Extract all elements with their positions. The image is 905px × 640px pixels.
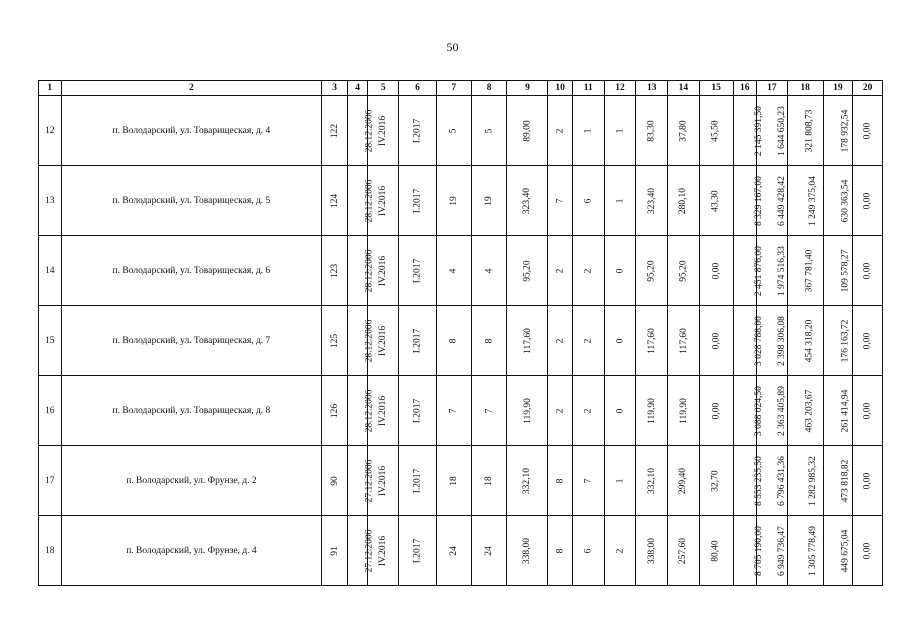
cell-value: 8	[448, 338, 459, 343]
cell-col-2: п. Володарский, ул. Товарищеская, д. 4	[61, 96, 322, 166]
cell-col-18	[787, 306, 823, 376]
cell-col-13	[636, 446, 668, 516]
cell-value: 8	[555, 478, 566, 483]
cell-value: 45,50	[711, 119, 722, 142]
cell-value: 43,30	[711, 189, 722, 212]
column-header-2: 2	[61, 81, 322, 96]
column-header-15: 15	[699, 81, 733, 96]
cell-col-12	[604, 376, 636, 446]
cell-value: 2	[614, 548, 625, 553]
cell-value: 7	[484, 408, 495, 413]
cell-col-6	[399, 96, 437, 166]
column-header-9: 9	[507, 81, 548, 96]
cell-col-13	[636, 306, 668, 376]
cell-col-14	[668, 446, 700, 516]
cell-col-14	[668, 376, 700, 446]
cell-col-8	[471, 376, 507, 446]
column-header-14: 14	[668, 81, 700, 96]
cell-value: 125	[329, 333, 340, 348]
cell-col-8	[471, 446, 507, 516]
cell-col-6	[399, 446, 437, 516]
column-header-12: 12	[604, 81, 636, 96]
cell-col-7	[436, 446, 471, 516]
cell-col-7	[436, 166, 471, 236]
cell-value: 178 932,54	[839, 109, 850, 152]
cell-value: 28.12.2006	[364, 109, 375, 152]
cell-col-9	[507, 166, 548, 236]
cell-col-12	[604, 96, 636, 166]
cell-col-7	[436, 96, 471, 166]
cell-col-13	[636, 376, 668, 446]
column-header-18: 18	[787, 81, 823, 96]
cell-value: 0,00	[711, 402, 722, 419]
cell-value: 2	[583, 268, 594, 273]
cell-col-8	[471, 96, 507, 166]
cell-value: 2	[555, 408, 566, 413]
cell-col-6	[399, 306, 437, 376]
cell-value: 1 249 375,04	[807, 175, 818, 226]
cell-col-1: 15	[39, 306, 62, 376]
cell-col-19	[823, 516, 853, 586]
cell-value: 37,80	[678, 119, 689, 142]
cell-col-10	[548, 236, 573, 306]
column-header-7: 7	[436, 81, 471, 96]
cell-col-19	[823, 236, 853, 306]
cell-value: 123	[329, 263, 340, 278]
cell-value: 27.12.2006	[364, 529, 375, 572]
cell-value: 18	[448, 475, 459, 486]
column-header-3: 3	[322, 81, 348, 96]
cell-col-3	[322, 236, 348, 306]
cell-col-2: п. Володарский, ул. Товарищеская, д. 7	[61, 306, 322, 376]
cell-value: 0	[614, 338, 625, 343]
cell-col-3	[322, 376, 348, 446]
cell-value: 2 363 405,89	[776, 385, 787, 436]
cell-col-6	[399, 516, 437, 586]
cell-value: 4	[448, 268, 459, 273]
cell-col-8	[471, 166, 507, 236]
cell-value: 0	[614, 408, 625, 413]
cell-col-1: 16	[39, 376, 62, 446]
cell-value: I.2017	[412, 188, 423, 213]
column-header-17: 17	[757, 81, 788, 96]
cell-col-1: 18	[39, 516, 62, 586]
cell-col-16	[733, 516, 764, 586]
cell-value: 1	[614, 128, 625, 133]
cell-value: 3 088 024,50	[753, 385, 764, 436]
cell-col-4	[347, 516, 375, 586]
cell-col-6	[399, 236, 437, 306]
cell-value: 2 451 876,00	[753, 245, 764, 296]
cell-col-4	[347, 236, 375, 306]
cell-col-10	[548, 376, 573, 446]
cell-value: 332,10	[646, 467, 657, 494]
cell-value: 95,20	[522, 259, 533, 282]
cell-col-11	[572, 166, 604, 236]
column-header-1: 1	[39, 81, 62, 96]
cell-col-1: 14	[39, 236, 62, 306]
cell-value: 24	[484, 545, 495, 556]
table-row	[39, 376, 883, 446]
cell-value: 28.12.2006	[364, 389, 375, 432]
cell-value: IV.2016	[378, 115, 389, 146]
cell-value: 367 781,40	[804, 249, 815, 292]
cell-value: 2	[555, 268, 566, 273]
cell-col-11	[572, 446, 604, 516]
cell-value: 0,00	[862, 262, 873, 279]
cell-col-2: п. Володарский, ул. Товарищеская, д. 8	[61, 376, 322, 446]
cell-col-4	[347, 446, 375, 516]
cell-col-19	[823, 376, 853, 446]
cell-col-10	[548, 446, 573, 516]
cell-value: 1 644 650,23	[776, 105, 787, 156]
cell-col-18	[787, 376, 823, 446]
cell-col-9	[507, 306, 548, 376]
cell-col-12	[604, 446, 636, 516]
column-header-20: 20	[853, 81, 883, 96]
cell-value: 89,00	[522, 119, 533, 142]
cell-value: IV.2016	[378, 535, 389, 566]
cell-col-7	[436, 236, 471, 306]
cell-value: 124	[329, 193, 340, 208]
cell-value: 2 145 391,50	[753, 105, 764, 156]
cell-value: 3 028 788,00	[753, 315, 764, 366]
table-row	[39, 236, 883, 306]
cell-col-14	[668, 306, 700, 376]
cell-value: 8 705 190,00	[753, 525, 764, 576]
cell-col-11	[572, 236, 604, 306]
cell-value: 2	[583, 408, 594, 413]
cell-value: I.2017	[412, 398, 423, 423]
cell-col-16	[733, 166, 764, 236]
cell-value: I.2017	[412, 538, 423, 563]
cell-value: 2	[555, 128, 566, 133]
cell-col-8	[471, 516, 507, 586]
cell-col-3	[322, 306, 348, 376]
cell-col-11	[572, 306, 604, 376]
cell-col-15	[699, 236, 733, 306]
cell-value: 6	[583, 548, 594, 553]
cell-col-20	[853, 236, 883, 306]
cell-value: 473 818,82	[839, 459, 850, 502]
cell-col-3	[322, 446, 348, 516]
cell-value: 7	[448, 408, 459, 413]
cell-value: 280,10	[678, 187, 689, 214]
cell-value: 1 305 778,49	[807, 525, 818, 576]
cell-value: 1	[614, 198, 625, 203]
cell-value: 4	[484, 268, 495, 273]
housing-register-table	[38, 80, 883, 586]
cell-col-11	[572, 96, 604, 166]
cell-value: I.2017	[412, 468, 423, 493]
cell-value: 0,00	[862, 402, 873, 419]
cell-value: 1 282 985,32	[807, 455, 818, 506]
cell-value: IV.2016	[378, 325, 389, 356]
cell-col-18	[787, 236, 823, 306]
cell-col-1: 17	[39, 446, 62, 516]
cell-col-15	[699, 166, 733, 236]
cell-col-14	[668, 236, 700, 306]
cell-value: 24	[448, 545, 459, 556]
cell-value: 117,60	[646, 327, 657, 354]
cell-value: 299,40	[678, 467, 689, 494]
cell-value: 83,30	[646, 119, 657, 142]
cell-col-11	[572, 376, 604, 446]
cell-value: I.2017	[412, 258, 423, 283]
cell-value: 0	[614, 268, 625, 273]
cell-col-20	[853, 516, 883, 586]
cell-col-16	[733, 376, 764, 446]
column-header-16: 16	[733, 81, 757, 96]
cell-col-15	[699, 376, 733, 446]
cell-value: IV.2016	[378, 465, 389, 496]
cell-col-16	[733, 236, 764, 306]
cell-value: 8	[555, 548, 566, 553]
cell-value: 2 398 306,08	[776, 315, 787, 366]
cell-value: 28.12.2006	[364, 319, 375, 362]
cell-col-13	[636, 96, 668, 166]
cell-value: 338,00	[646, 537, 657, 564]
cell-col-9	[507, 446, 548, 516]
cell-value: 6 949 736,47	[776, 525, 787, 576]
cell-value: IV.2016	[378, 395, 389, 426]
cell-value: 323,40	[646, 187, 657, 214]
cell-value: 261 414,94	[839, 389, 850, 432]
cell-value: 5	[448, 128, 459, 133]
cell-col-14	[668, 96, 700, 166]
column-header-4: 4	[347, 81, 367, 96]
cell-col-1: 12	[39, 96, 62, 166]
table-row	[39, 306, 883, 376]
table-row	[39, 96, 883, 166]
column-header-10: 10	[548, 81, 573, 96]
cell-value: 454 318,20	[804, 319, 815, 362]
cell-value: IV.2016	[378, 185, 389, 216]
table-row	[39, 446, 883, 516]
cell-value: 19	[448, 195, 459, 206]
cell-col-13	[636, 516, 668, 586]
cell-value: 80,40	[711, 539, 722, 562]
cell-col-15	[699, 446, 733, 516]
cell-col-16	[733, 96, 764, 166]
column-header-8: 8	[471, 81, 507, 96]
cell-col-4	[347, 96, 375, 166]
cell-col-8	[471, 236, 507, 306]
cell-col-9	[507, 376, 548, 446]
cell-value: 126	[329, 403, 340, 418]
cell-value: 109 578,27	[839, 249, 850, 292]
cell-col-12	[604, 236, 636, 306]
cell-value: 1 974 516,33	[776, 245, 787, 296]
table-row	[39, 166, 883, 236]
cell-col-10	[548, 96, 573, 166]
cell-value: 463 203,67	[804, 389, 815, 432]
cell-value: 19	[484, 195, 495, 206]
cell-value: 8 553 235,50	[753, 455, 764, 506]
cell-value: 0,00	[711, 332, 722, 349]
cell-col-15	[699, 516, 733, 586]
cell-value: 0,00	[862, 122, 873, 139]
cell-col-2: п. Володарский, ул. Товарищеская, д. 5	[61, 166, 322, 236]
cell-value: 7	[583, 478, 594, 483]
cell-col-10	[548, 516, 573, 586]
cell-value: 0,00	[862, 192, 873, 209]
cell-col-15	[699, 96, 733, 166]
cell-col-20	[853, 306, 883, 376]
cell-col-14	[668, 516, 700, 586]
cell-value: 449 675,04	[839, 529, 850, 572]
cell-col-2: п. Володарский, ул. Фрунзе, д. 2	[61, 446, 322, 516]
cell-col-2: п. Володарский, ул. Товарищеская, д. 6	[61, 236, 322, 306]
cell-col-3	[322, 166, 348, 236]
cell-col-18	[787, 96, 823, 166]
cell-col-7	[436, 376, 471, 446]
cell-col-3	[322, 516, 348, 586]
cell-value: 2	[583, 338, 594, 343]
cell-value: 5	[484, 128, 495, 133]
cell-value: I.2017	[412, 328, 423, 353]
column-header-6: 6	[399, 81, 437, 96]
cell-value: 2	[555, 338, 566, 343]
cell-col-18	[787, 446, 823, 516]
cell-value: 95,20	[678, 259, 689, 282]
cell-value: 8 329 167,00	[753, 175, 764, 226]
cell-value: 8	[484, 338, 495, 343]
cell-value: 27.12.2006	[364, 459, 375, 502]
table-body	[39, 96, 883, 586]
cell-col-19	[823, 166, 853, 236]
cell-value: 1	[583, 128, 594, 133]
cell-value: 117,60	[678, 327, 689, 354]
cell-col-4	[347, 166, 375, 236]
cell-value: IV.2016	[378, 255, 389, 286]
cell-col-16	[733, 306, 764, 376]
column-header-19: 19	[823, 81, 853, 96]
cell-value: 323,40	[522, 187, 533, 214]
cell-col-9	[507, 96, 548, 166]
cell-col-7	[436, 516, 471, 586]
cell-value: 32,70	[711, 469, 722, 492]
cell-col-12	[604, 516, 636, 586]
header-row	[39, 81, 883, 96]
cell-value: 338,00	[522, 537, 533, 564]
cell-value: 6 449 428,42	[776, 175, 787, 226]
cell-value: 90	[329, 475, 340, 486]
cell-value: 630 363,54	[839, 179, 850, 222]
cell-col-4	[347, 306, 375, 376]
cell-col-14	[668, 166, 700, 236]
cell-col-1: 13	[39, 166, 62, 236]
cell-value: 117,60	[522, 327, 533, 354]
cell-value: 28.12.2006	[364, 249, 375, 292]
cell-col-10	[548, 306, 573, 376]
cell-value: 7	[555, 198, 566, 203]
cell-value: 119,90	[646, 397, 657, 424]
cell-col-18	[787, 166, 823, 236]
cell-col-19	[823, 306, 853, 376]
cell-value: 0,00	[862, 542, 873, 559]
cell-col-13	[636, 166, 668, 236]
cell-col-15	[699, 306, 733, 376]
cell-value: 257,60	[678, 537, 689, 564]
column-header-5: 5	[368, 81, 399, 96]
cell-col-19	[823, 96, 853, 166]
cell-col-13	[636, 236, 668, 306]
cell-col-6	[399, 166, 437, 236]
cell-value: 0,00	[862, 332, 873, 349]
cell-value: 321 808,73	[804, 109, 815, 152]
page-number: 50	[446, 40, 459, 54]
cell-col-19	[823, 446, 853, 516]
cell-value: 91	[329, 545, 340, 556]
column-header-13: 13	[636, 81, 668, 96]
cell-col-10	[548, 166, 573, 236]
cell-col-20	[853, 446, 883, 516]
table-row	[39, 516, 883, 586]
cell-col-20	[853, 376, 883, 446]
cell-value: 176 163,72	[839, 319, 850, 362]
cell-col-11	[572, 516, 604, 586]
cell-col-4	[347, 376, 375, 446]
cell-col-12	[604, 306, 636, 376]
cell-col-20	[853, 166, 883, 236]
cell-col-8	[471, 306, 507, 376]
cell-value: 119,90	[678, 397, 689, 424]
cell-col-18	[787, 516, 823, 586]
cell-value: 6	[583, 198, 594, 203]
cell-col-16	[733, 446, 764, 516]
cell-value: I.2017	[412, 118, 423, 143]
cell-value: 1	[614, 478, 625, 483]
cell-value: 18	[484, 475, 495, 486]
cell-col-7	[436, 306, 471, 376]
cell-col-3	[322, 96, 348, 166]
cell-value: 28.12.2006	[364, 179, 375, 222]
cell-col-20	[853, 96, 883, 166]
cell-value: 122	[329, 123, 340, 138]
cell-col-6	[399, 376, 437, 446]
cell-col-9	[507, 516, 548, 586]
column-header-11: 11	[572, 81, 604, 96]
cell-value: 0,00	[711, 262, 722, 279]
cell-value: 119,90	[522, 397, 533, 424]
cell-value: 6 796 431,36	[776, 455, 787, 506]
cell-col-9	[507, 236, 548, 306]
cell-value: 0,00	[862, 472, 873, 489]
cell-value: 332,10	[522, 467, 533, 494]
cell-col-2: п. Володарский, ул. Фрунзе, д. 4	[61, 516, 322, 586]
cell-col-12	[604, 166, 636, 236]
cell-value: 95,20	[646, 259, 657, 282]
